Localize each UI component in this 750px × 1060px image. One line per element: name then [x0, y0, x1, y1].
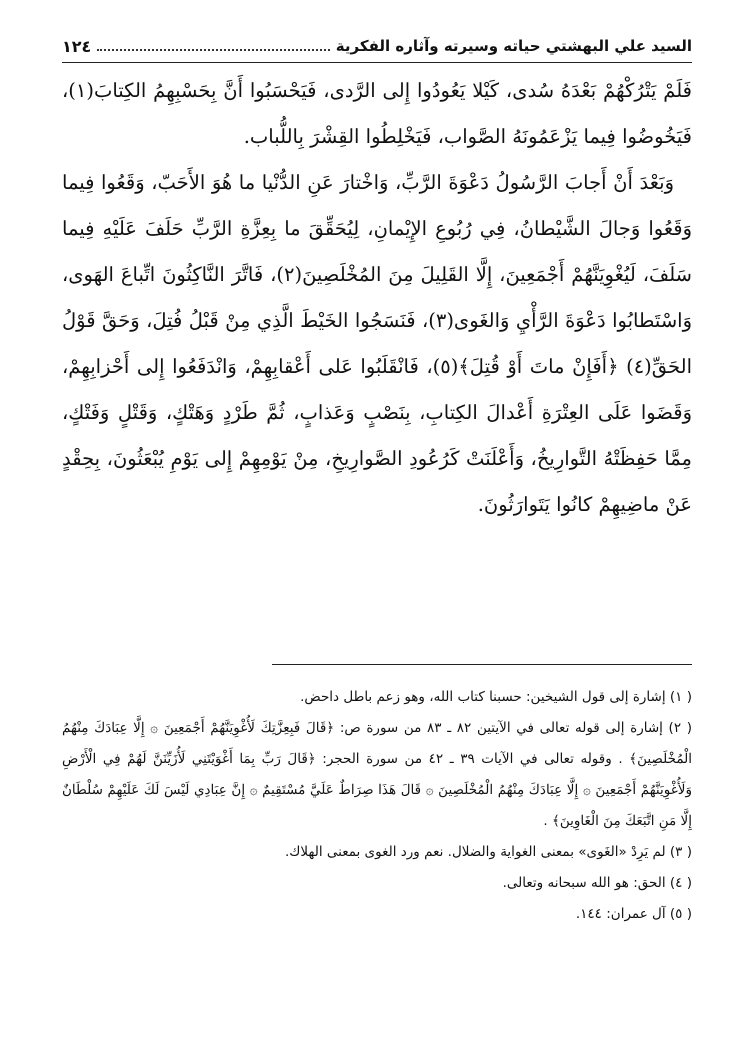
- leader-dots: [97, 49, 330, 51]
- footnote-2-end: .: [543, 813, 548, 829]
- footnote-2-verse-1: ﴿قَالَ فَبِعِزَّتِكَ لَأُغْوِيَنَّهُمْ أَجْمَعِينَ ۞ إِلَّا عِبَادَكَ مِنْهُمُ الْمُخْلَصِينَ﴾: [62, 720, 692, 767]
- book-page: [62, 30, 692, 1020]
- footnote-3: ( ٣) لم يَرِدْ «الغَوى» بمعنى الغواية والضلال. نعم ورد الغوى بمعنى الهلاك.: [285, 844, 692, 860]
- footnote-2: [62, 713, 692, 837]
- footnote-2-mid: . وقوله تعالى في الآيات ٣٩ ـ ٤٢ من سورة الحجر:: [322, 751, 623, 767]
- footnote-2-verse-2: ﴿قَالَ رَبِّ بِمَا أَغْوَيْتَنِي لَأُزَيِّنَنَّ لَهُمْ فِي الْأَرْضِ وَلَأُغْوِيَنَّهُمْ أَجْمَعِينَ ۞ إِلَّا عِبَادَكَ مِنْهُمُ الْمُخْلَصِينَ ۞ قَالَ هَذَا صِرَاطٌ عَلَيَّ مُسْتَقِيمٌ ۞ إِنَّ عِبَادِي لَيْسَ لَكَ عَلَيْهِمْ سُلْطَانٌ إِلَّا مَنِ اتَّبَعَكَ مِنَ الْغَاوِينَ﴾: [62, 751, 692, 829]
- paragraph-2: وَبَعْدَ أَنْ أَجابَ الرَّسُولُ دَعْوَةَ الرَّبِّ، وَاخْتارَ عَنِ الدُّنْيا ما هُوَ الأَحَبّ، وَقَعُوا فِيما وَقَعُوا وَجالَ الشَّيْطانُ، فِي رُبُوعِ الإِيْمانِ، لِيُحَقِّقَ ما بِعِزَّةِ الرَّبِّ حَلَفَ عَلَيْهِ فِيما سَلَفَ، لَيُغْوِيَنَّهُمْ أَجْمَعِينَ، إِلَّا القَلِيلَ مِنَ المُخْلَصِينَ(٢)، فَاتَّرَ النَّاكِثُونَ اتِّباعَ الهَوى، وَاسْتَطابُوا دَعْوَةَ الرَّأْيِ وَالغَوى(٣)، فَنَسَجُوا الخَيْطَ الَّذِي مِنْ قَبْلُ فُتِلَ، وَحَقَّ قَوْلُ الحَقِّ(٤) ﴿أَفَإِنْ ماتَ أَوْ قُتِلَ﴾(٥)، فَانْقَلَبُوا عَلى أَعْقابِهِمْ، وَانْدَفَعُوا إِلى أَحْزابِهِمْ، وَقَضَوا عَلَى العِتْرَةِ أَعْدالَ الكِتابِ، بِنَصْبٍ وَعَذابٍ، ثُمَّ طَرْدٍ وَهَتْكٍ، وَقَتْلٍ وَفَتْكٍ، مِمَّا حَفِظَتْهُ التَّوارِيخُ، وَأَعْلَنَتْ كَرُعُودِ الصَّوارِيخِ، مِنْ يَوْمِهِمْ إِلى يَوْمِ يُبْعَثُونَ، بِحِقْدٍ عَنْ ماضِيهِمْ كانُوا يَتَوارَثُونَ.: [62, 171, 692, 516]
- main-text: [62, 68, 692, 528]
- footnotes: [62, 682, 692, 930]
- footnote-2-intro: ( ٢) إشارة إلى قوله تعالى في الآيتين ٨٢ ـ ٨٣ من سورة ص:: [339, 720, 693, 736]
- page-number: ١٢٤: [62, 36, 92, 56]
- footnote-4: ( ٤) الحق: هو الله سبحانه وتعالى.: [502, 875, 692, 891]
- footnote-separator: [272, 664, 692, 665]
- paragraph-1: فَلَمْ يَتْرُكْهُمْ بَعْدَهُ سُدى، كَيْلا يَعُودُوا إِلى الرَّدى، فَيَحْسَبُوا أَنَّ بِحَسْبِهِمُ الكِتابَ(١)، فَيَخُوضُوا فِيما يَزْعَمُونَهُ الصَّواب، فَيَخْلِطُوا القِشْرَ بِاللُّباب.: [62, 79, 692, 148]
- footnote-5: ( ٥) آل عمران: ١٤٤.: [575, 906, 692, 922]
- page-header: [62, 30, 692, 63]
- footnote-1: ( ١) إشارة إلى قول الشيخين: حسبنا كتاب الله، وهو زعم باطل داحض.: [300, 689, 692, 705]
- running-title: السيد علي البهشتي حياته وسيرته وآثاره الفكرية: [335, 37, 692, 55]
